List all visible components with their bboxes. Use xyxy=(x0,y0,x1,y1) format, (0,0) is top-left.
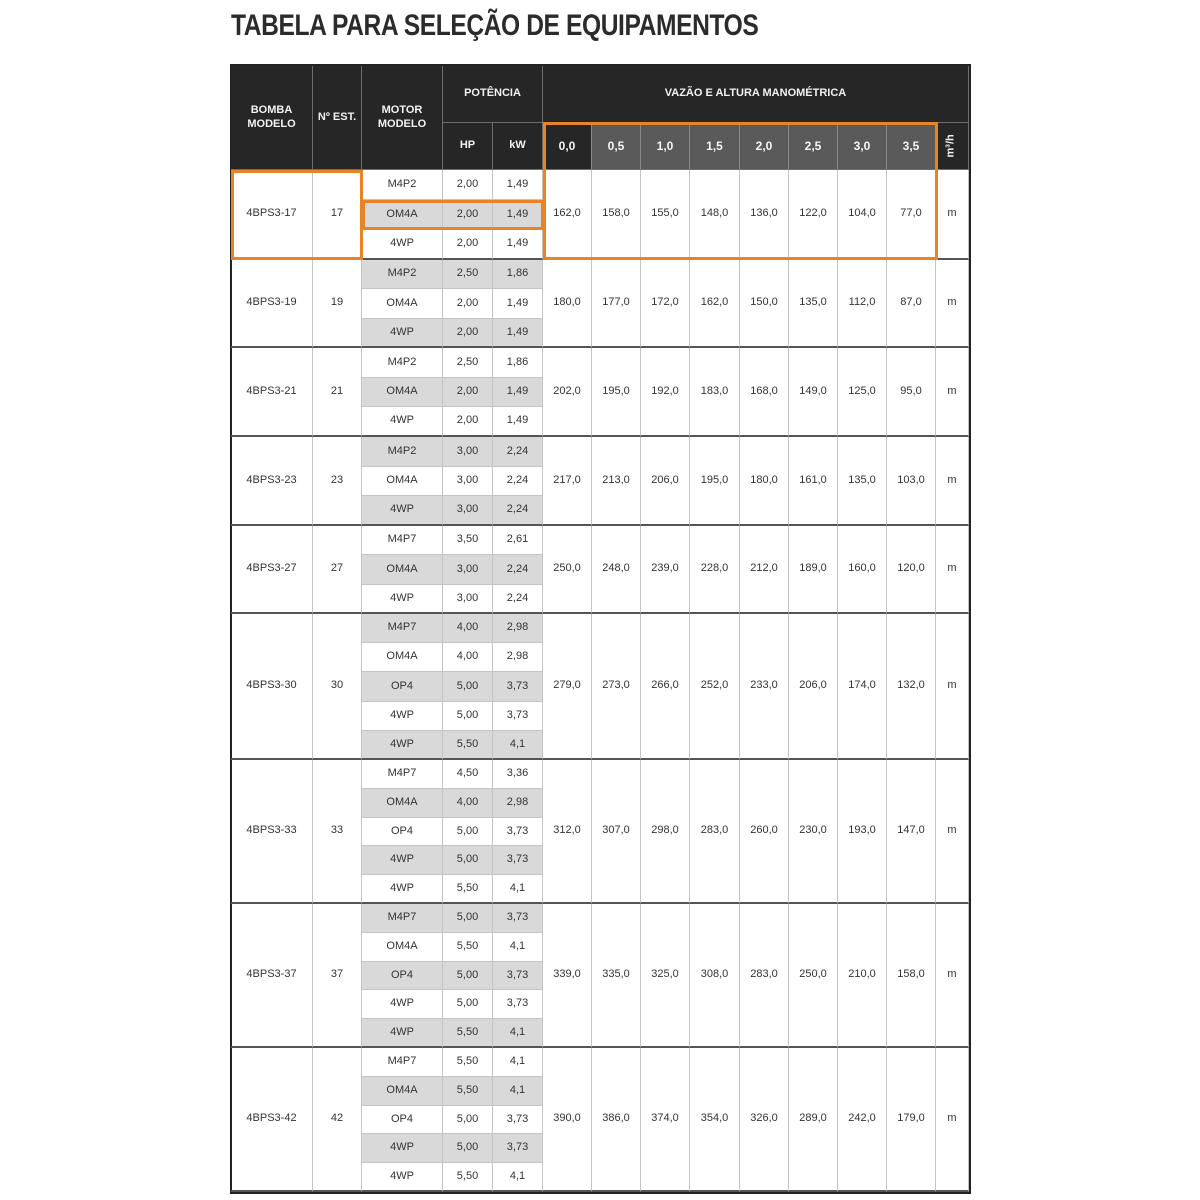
pump-model: 4BPS3-30 xyxy=(231,614,313,760)
header-flow-2: 1,0 xyxy=(641,123,690,170)
power-hp: 5,00 xyxy=(443,1106,493,1134)
power-kw: 2,24 xyxy=(493,585,543,614)
head-value-1: 177,0 xyxy=(592,260,641,348)
power-kw: 4,1 xyxy=(493,1048,543,1077)
header-vazao: VAZÃO E ALTURA MANOMÉTRICA xyxy=(543,66,969,123)
motor-model: M4P2 xyxy=(362,437,443,467)
motor-model: OM4A xyxy=(362,555,443,585)
power-hp: 3,00 xyxy=(443,496,493,526)
power-kw: 3,73 xyxy=(493,962,543,990)
motor-model: OP4 xyxy=(362,1106,443,1134)
head-value-7: 179,0 xyxy=(887,1048,936,1192)
head-value-1: 213,0 xyxy=(592,437,641,526)
power-kw: 3,73 xyxy=(493,818,543,846)
power-hp: 2,00 xyxy=(443,407,493,437)
motor-model: M4P2 xyxy=(362,348,443,378)
motor-model: M4P7 xyxy=(362,904,443,933)
motor-model: 4WP xyxy=(362,731,443,760)
head-value-6: 112,0 xyxy=(838,260,887,348)
power-hp: 5,00 xyxy=(443,990,493,1019)
head-value-0: 312,0 xyxy=(543,760,592,904)
head-value-7: 158,0 xyxy=(887,904,936,1048)
head-value-2: 155,0 xyxy=(641,170,690,260)
header-hp: HP xyxy=(443,123,493,170)
motor-model: 4WP xyxy=(362,875,443,904)
power-hp: 2,00 xyxy=(443,200,493,230)
head-value-0: 180,0 xyxy=(543,260,592,348)
head-unit: m xyxy=(936,260,969,348)
head-value-1: 195,0 xyxy=(592,348,641,437)
stage-count: 30 xyxy=(313,614,362,760)
head-value-5: 289,0 xyxy=(789,1048,838,1192)
head-unit: m xyxy=(936,1048,969,1192)
motor-model: OM4A xyxy=(362,933,443,962)
head-value-3: 195,0 xyxy=(690,437,740,526)
header-flow-4: 2,0 xyxy=(740,123,789,170)
stage-count: 33 xyxy=(313,760,362,904)
head-value-6: 242,0 xyxy=(838,1048,887,1192)
head-value-4: 326,0 xyxy=(740,1048,789,1192)
head-value-7: 95,0 xyxy=(887,348,936,437)
power-hp: 5,50 xyxy=(443,875,493,904)
motor-model: 4WP xyxy=(362,990,443,1019)
head-value-7: 77,0 xyxy=(887,170,936,260)
power-hp: 5,50 xyxy=(443,731,493,760)
head-value-3: 162,0 xyxy=(690,260,740,348)
stage-count: 17 xyxy=(313,170,362,260)
head-value-0: 217,0 xyxy=(543,437,592,526)
head-value-2: 206,0 xyxy=(641,437,690,526)
power-hp: 5,00 xyxy=(443,1134,493,1163)
power-hp: 3,50 xyxy=(443,526,493,555)
head-value-6: 104,0 xyxy=(838,170,887,260)
head-value-3: 183,0 xyxy=(690,348,740,437)
head-value-5: 149,0 xyxy=(789,348,838,437)
power-hp: 4,50 xyxy=(443,760,493,789)
head-value-5: 122,0 xyxy=(789,170,838,260)
head-unit: m xyxy=(936,760,969,904)
head-value-4: 168,0 xyxy=(740,348,789,437)
head-value-4: 283,0 xyxy=(740,904,789,1048)
pump-model: 4BPS3-17 xyxy=(231,170,313,260)
power-kw: 2,24 xyxy=(493,496,543,526)
header-flow-3: 1,5 xyxy=(690,123,740,170)
power-kw: 1,49 xyxy=(493,170,543,200)
motor-model: OP4 xyxy=(362,672,443,702)
power-kw: 4,1 xyxy=(493,933,543,962)
head-value-0: 279,0 xyxy=(543,614,592,760)
head-value-5: 230,0 xyxy=(789,760,838,904)
power-kw: 1,49 xyxy=(493,319,543,348)
equipment-selection-table xyxy=(230,64,971,1194)
head-value-7: 103,0 xyxy=(887,437,936,526)
head-value-7: 120,0 xyxy=(887,526,936,614)
motor-model: OP4 xyxy=(362,962,443,990)
head-value-0: 250,0 xyxy=(543,526,592,614)
power-hp: 5,50 xyxy=(443,933,493,962)
head-value-4: 212,0 xyxy=(740,526,789,614)
motor-model: OP4 xyxy=(362,818,443,846)
motor-model: OM4A xyxy=(362,1077,443,1106)
head-unit: m xyxy=(936,437,969,526)
head-value-2: 239,0 xyxy=(641,526,690,614)
power-kw: 3,73 xyxy=(493,846,543,875)
power-hp: 5,50 xyxy=(443,1163,493,1192)
motor-model: 4WP xyxy=(362,702,443,731)
head-value-5: 189,0 xyxy=(789,526,838,614)
head-unit: m xyxy=(936,170,969,260)
power-hp: 5,50 xyxy=(443,1077,493,1106)
header-motor-modelo: MOTOR MODELO xyxy=(362,66,443,170)
head-value-6: 174,0 xyxy=(838,614,887,760)
page-title: TABELA PARA SELEÇÃO DE EQUIPAMENTOS xyxy=(231,9,759,42)
head-value-3: 228,0 xyxy=(690,526,740,614)
power-hp: 3,00 xyxy=(443,437,493,467)
power-kw: 4,1 xyxy=(493,1163,543,1192)
motor-model: M4P7 xyxy=(362,526,443,555)
motor-model: M4P2 xyxy=(362,260,443,289)
head-value-3: 252,0 xyxy=(690,614,740,760)
power-kw: 1,86 xyxy=(493,260,543,289)
head-value-2: 172,0 xyxy=(641,260,690,348)
head-unit: m xyxy=(936,348,969,437)
head-value-6: 210,0 xyxy=(838,904,887,1048)
power-hp: 4,00 xyxy=(443,614,493,643)
motor-model: 4WP xyxy=(362,585,443,614)
head-value-5: 161,0 xyxy=(789,437,838,526)
power-kw: 2,24 xyxy=(493,437,543,467)
head-value-2: 266,0 xyxy=(641,614,690,760)
head-value-1: 307,0 xyxy=(592,760,641,904)
power-hp: 3,00 xyxy=(443,467,493,496)
power-kw: 3,73 xyxy=(493,1106,543,1134)
motor-model: M4P7 xyxy=(362,1048,443,1077)
power-kw: 1,49 xyxy=(493,378,543,407)
power-hp: 2,00 xyxy=(443,319,493,348)
power-kw: 3,73 xyxy=(493,702,543,731)
motor-model: OM4A xyxy=(362,789,443,818)
head-value-2: 298,0 xyxy=(641,760,690,904)
power-kw: 3,73 xyxy=(493,990,543,1019)
head-value-1: 273,0 xyxy=(592,614,641,760)
head-value-2: 374,0 xyxy=(641,1048,690,1192)
header-flow-1: 0,5 xyxy=(592,123,641,170)
power-hp: 5,00 xyxy=(443,702,493,731)
stage-count: 19 xyxy=(313,260,362,348)
head-value-6: 160,0 xyxy=(838,526,887,614)
header-flow-0: 0,0 xyxy=(543,123,592,170)
stage-count: 27 xyxy=(313,526,362,614)
head-value-0: 162,0 xyxy=(543,170,592,260)
motor-model: M4P2 xyxy=(362,170,443,200)
power-hp: 5,00 xyxy=(443,818,493,846)
head-value-2: 192,0 xyxy=(641,348,690,437)
motor-model: 4WP xyxy=(362,1134,443,1163)
power-hp: 5,00 xyxy=(443,846,493,875)
header-flow-unit xyxy=(936,123,969,170)
power-kw: 4,1 xyxy=(493,731,543,760)
motor-model: OM4A xyxy=(362,200,443,230)
head-unit: m xyxy=(936,614,969,760)
head-value-1: 335,0 xyxy=(592,904,641,1048)
motor-model: OM4A xyxy=(362,643,443,672)
power-kw: 4,1 xyxy=(493,1077,543,1106)
head-value-6: 135,0 xyxy=(838,437,887,526)
head-value-3: 148,0 xyxy=(690,170,740,260)
motor-model: 4WP xyxy=(362,1163,443,1192)
head-value-2: 325,0 xyxy=(641,904,690,1048)
power-hp: 2,00 xyxy=(443,378,493,407)
motor-model: M4P7 xyxy=(362,760,443,789)
power-hp: 4,00 xyxy=(443,789,493,818)
head-value-3: 354,0 xyxy=(690,1048,740,1192)
power-kw: 2,61 xyxy=(493,526,543,555)
head-value-4: 233,0 xyxy=(740,614,789,760)
stage-count: 21 xyxy=(313,348,362,437)
head-value-1: 386,0 xyxy=(592,1048,641,1192)
power-hp: 5,00 xyxy=(443,904,493,933)
stage-count: 37 xyxy=(313,904,362,1048)
motor-model: 4WP xyxy=(362,230,443,260)
motor-model: 4WP xyxy=(362,496,443,526)
power-hp: 2,00 xyxy=(443,230,493,260)
header-flow-7: 3,5 xyxy=(887,123,936,170)
head-value-0: 390,0 xyxy=(543,1048,592,1192)
motor-model: OM4A xyxy=(362,289,443,319)
head-unit: m xyxy=(936,526,969,614)
power-kw: 4,1 xyxy=(493,875,543,904)
power-hp: 5,50 xyxy=(443,1019,493,1048)
power-hp: 2,50 xyxy=(443,260,493,289)
head-value-1: 248,0 xyxy=(592,526,641,614)
power-kw: 2,98 xyxy=(493,614,543,643)
head-value-1: 158,0 xyxy=(592,170,641,260)
power-kw: 1,49 xyxy=(493,289,543,319)
head-value-3: 308,0 xyxy=(690,904,740,1048)
pump-model: 4BPS3-23 xyxy=(231,437,313,526)
pump-model: 4BPS3-21 xyxy=(231,348,313,437)
motor-model: OM4A xyxy=(362,467,443,496)
pump-model: 4BPS3-27 xyxy=(231,526,313,614)
power-hp: 5,00 xyxy=(443,672,493,702)
motor-model: 4WP xyxy=(362,1019,443,1048)
head-value-6: 193,0 xyxy=(838,760,887,904)
power-kw: 2,98 xyxy=(493,643,543,672)
power-kw: 3,73 xyxy=(493,672,543,702)
power-kw: 2,24 xyxy=(493,555,543,585)
power-kw: 3,36 xyxy=(493,760,543,789)
header-kw: kW xyxy=(493,123,543,170)
pump-model: 4BPS3-37 xyxy=(231,904,313,1048)
power-kw: 2,24 xyxy=(493,467,543,496)
head-value-4: 136,0 xyxy=(740,170,789,260)
power-hp: 2,00 xyxy=(443,289,493,319)
head-value-4: 150,0 xyxy=(740,260,789,348)
motor-model: OM4A xyxy=(362,378,443,407)
head-value-7: 147,0 xyxy=(887,760,936,904)
head-value-7: 87,0 xyxy=(887,260,936,348)
header-num-estagios: Nº EST. xyxy=(313,66,362,170)
motor-model: 4WP xyxy=(362,319,443,348)
head-value-4: 260,0 xyxy=(740,760,789,904)
power-kw: 2,98 xyxy=(493,789,543,818)
header-flow-5: 2,5 xyxy=(789,123,838,170)
head-value-7: 132,0 xyxy=(887,614,936,760)
pump-model: 4BPS3-42 xyxy=(231,1048,313,1192)
power-hp: 3,00 xyxy=(443,585,493,614)
power-hp: 3,00 xyxy=(443,555,493,585)
power-kw: 1,86 xyxy=(493,348,543,378)
header-flow-6: 3,0 xyxy=(838,123,887,170)
motor-model: 4WP xyxy=(362,846,443,875)
power-hp: 5,00 xyxy=(443,962,493,990)
head-value-0: 339,0 xyxy=(543,904,592,1048)
power-kw: 3,73 xyxy=(493,1134,543,1163)
stage-count: 23 xyxy=(313,437,362,526)
head-value-0: 202,0 xyxy=(543,348,592,437)
head-value-4: 180,0 xyxy=(740,437,789,526)
motor-model: 4WP xyxy=(362,407,443,437)
head-value-6: 125,0 xyxy=(838,348,887,437)
power-kw: 1,49 xyxy=(493,200,543,230)
header-bomba-modelo: BOMBA MODELO xyxy=(231,66,313,170)
stage-count: 42 xyxy=(313,1048,362,1192)
power-hp: 5,50 xyxy=(443,1048,493,1077)
pump-model: 4BPS3-33 xyxy=(231,760,313,904)
power-hp: 2,00 xyxy=(443,170,493,200)
head-value-5: 135,0 xyxy=(789,260,838,348)
header-potencia: POTÊNCIA xyxy=(443,66,543,123)
flow-unit-label: m³/h xyxy=(945,134,958,158)
power-kw: 3,73 xyxy=(493,904,543,933)
power-kw: 1,49 xyxy=(493,230,543,260)
power-hp: 4,00 xyxy=(443,643,493,672)
head-value-3: 283,0 xyxy=(690,760,740,904)
power-kw: 4,1 xyxy=(493,1019,543,1048)
power-kw: 1,49 xyxy=(493,407,543,437)
head-unit: m xyxy=(936,904,969,1048)
head-value-5: 250,0 xyxy=(789,904,838,1048)
pump-model: 4BPS3-19 xyxy=(231,260,313,348)
power-hp: 2,50 xyxy=(443,348,493,378)
motor-model: M4P7 xyxy=(362,614,443,643)
head-value-5: 206,0 xyxy=(789,614,838,760)
